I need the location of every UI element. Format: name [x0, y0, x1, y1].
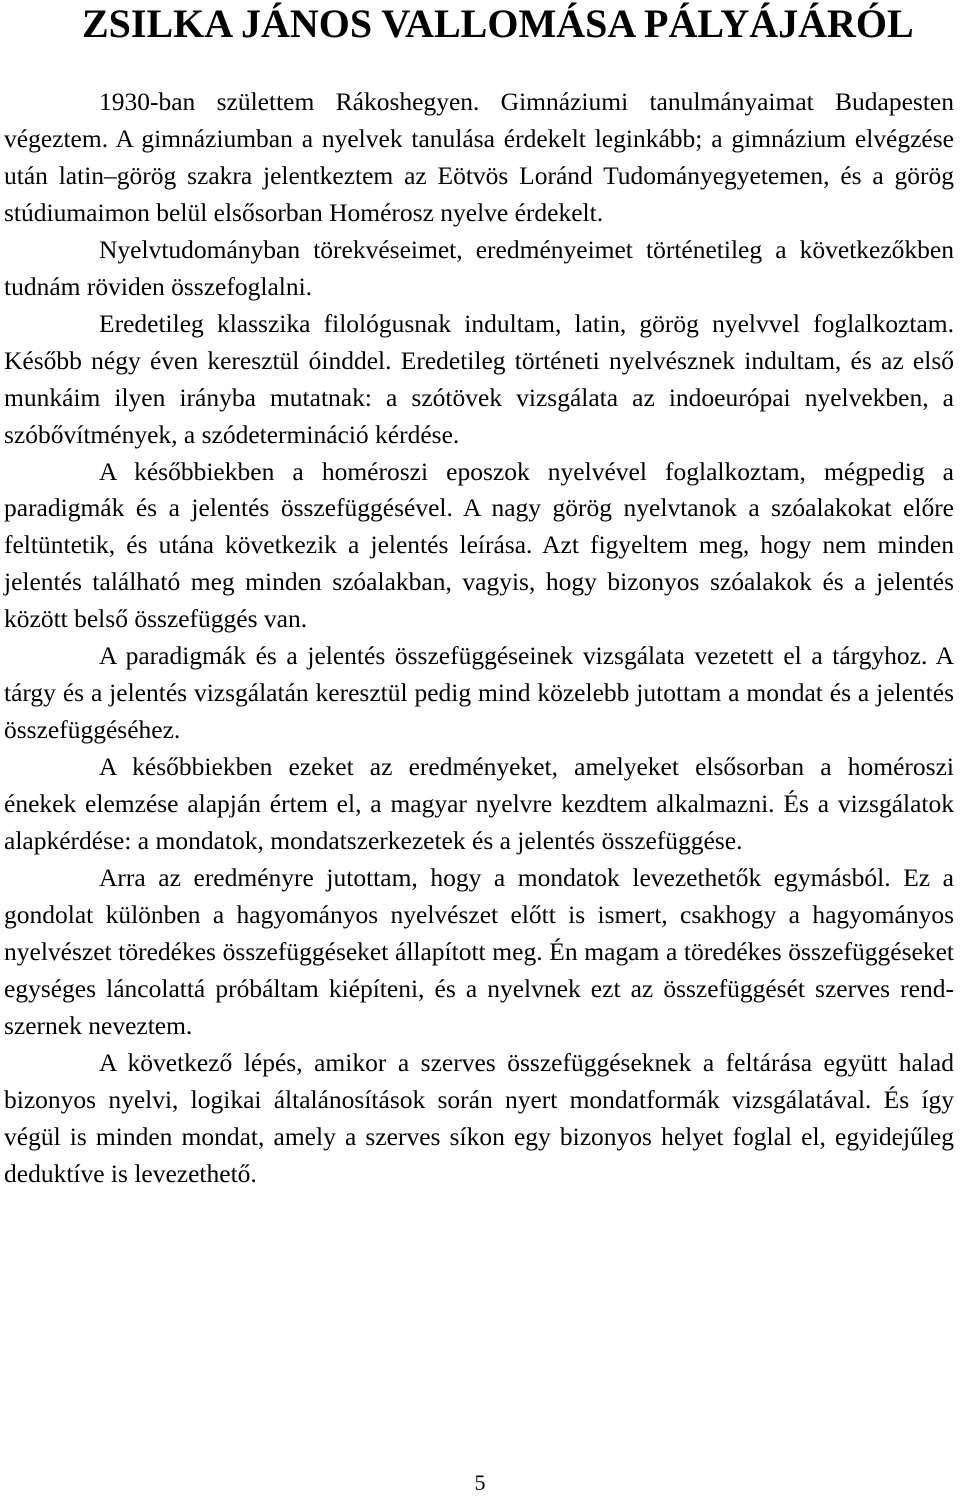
- paragraph: Arra az eredményre jutottam, hogy a mondatok levezethetők egymásból. Ez a gondolat különben a hagyományos nyelvészet előtt is ismert, csakhogy a hagyományos nyelvészet töredékes összefüggéseket állapított meg. Én magam a töredékes összefüggéseket egységes láncolattá próbáltam kiépíteni, és a nyelvnek ezt az összefüggését szerves rendszernek neveztem.: [4, 863, 954, 1040]
- page-title: ZSILKA JÁNOS VALLOMÁSA PÁLYÁJÁRÓL: [82, 1, 914, 46]
- paragraph: Nyelvtudományban törekvéseimet, eredményeimet történetileg a következőkben tudnám röviden összefoglalni.: [4, 234, 954, 301]
- paragraph: 1930-ban születtem Rákoshegyen. Gimnáziumi tanulmányaimat Budapesten végeztem. A gimnáziumban a nyelvek tanulása érdekelt leginkább; a gimnázium elvégzése után latin–görög szakra jelentkeztem az Eötvös Loránd Tudományegyetemen, és a görög stúdiumaimon belül elsősorban Homérosz nyelve érdekelt.: [4, 87, 954, 227]
- page-number: 5: [474, 1470, 486, 1495]
- paragraph: Eredetileg klasszika filológusnak indultam, latin, görög nyelvvel foglalkoztam. Később négy éven keresztül óinddel. Eredetileg történeti nyelvésznek indultam, és az első munkáim ilyen irányba mutatnak: a szótövek vizsgálata az indoeurópai nyelvekben, a szóbővítmények, a szódetermináció kérdése.: [4, 308, 954, 449]
- paragraph: A későbbiekben a homéroszi eposzok nyelvével foglalkoztam, mégpedig a paradigmák és a jelentés összefüggésével. A nagy görög nyelvtanok a szóalakokat előre feltüntetik, és utána következik a jelentés leírása. Azt figyeltem meg, hogy nem minden jelentés található meg minden szóalakban, vagyis, hogy bizonyos szóalakok és a jelentés között belső összefüggés van.: [4, 456, 954, 634]
- paragraph: A következő lépés, amikor a szerves összefüggéseknek a feltárása együtt halad bizonyos nyelvi, logikai általánosítások során nyert mondatformák vizsgálatával. És így végül is minden mondat, amely a szerves síkon egy bizonyos helyet foglal el, egyidejűleg deduktíve is levezethető.: [4, 1047, 954, 1188]
- paragraph: A paradigmák és a jelentés összefüggéseinek vizsgálata vezetett el a tárgyhoz. A tárgy és a jelentés vizsgálatán keresztül pedig mind közelebb jutottam a mondat és a jelentés összefüggéséhez.: [4, 641, 954, 745]
- body-text: [4, 84, 954, 1193]
- paragraph: A későbbiekben ezeket az eredményeket, amelyeket elsősorban a homéroszi énekek elemzése alapján értem el, a magyar nyelvre kezdtem alkalmazni. És a vizsgálatok alapkérdése: a mondatok, mondatszerkezetek és a jelentés összefüggése.: [4, 752, 954, 856]
